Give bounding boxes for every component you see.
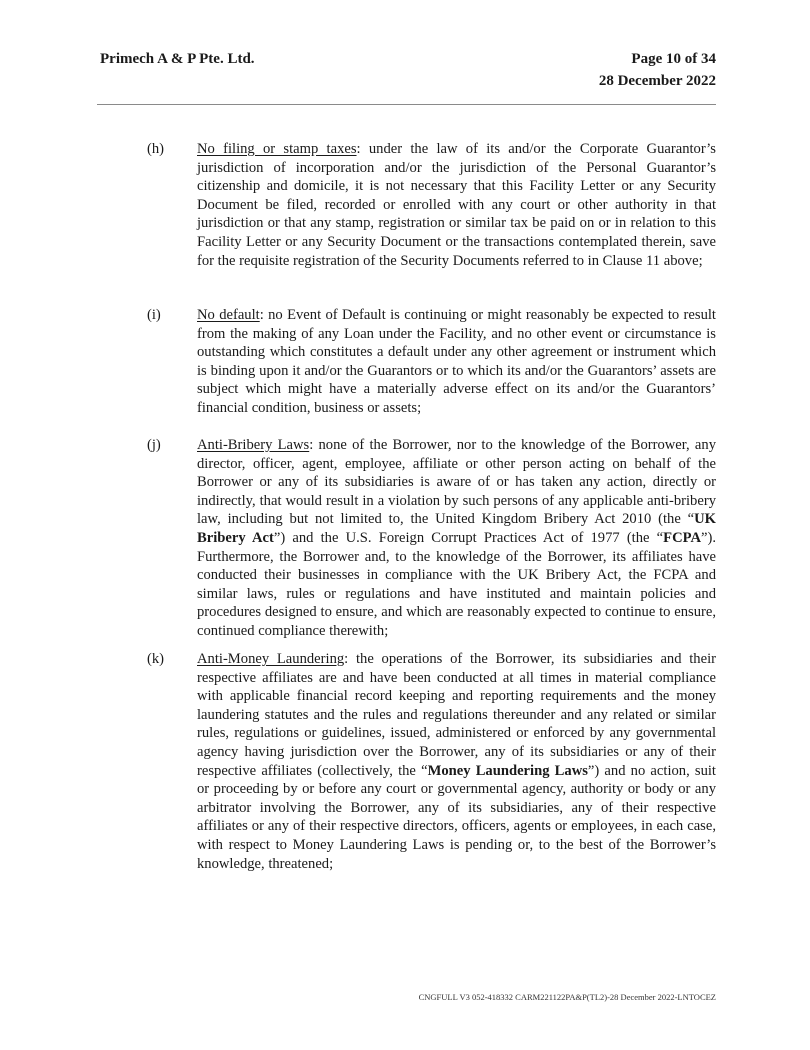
footer-reference: CNGFULL V3 052-418332 CARM221122PA&P(TL2)-28 December 2022-LNTOCEZ — [418, 992, 716, 1002]
clause-body — [197, 306, 716, 418]
defined-term: FCPA — [663, 529, 701, 546]
clause-text: ”) and the U.S. Foreign Corrupt Practices Act of 1977 (the “ — [273, 529, 664, 546]
clause-body — [197, 650, 716, 873]
clause-heading: Anti-Money Laundering — [197, 651, 345, 667]
clause-body — [197, 436, 716, 641]
clause-text: : under the law of its and/or the Corporate Guarantor’s jurisdiction of incorporation and/or the jurisdiction of the Personal Guarantor’s citizenship and domicile, it is not necessary that this Facility Letter or any Security Document be filed, recorded or enrolled with any court or other authority in that jurisdiction or that any stamp, registration or similar tax be paid on or in relation to this Facility Letter or any Security Document or the transactions contemplated therein, save for the requisite registration of the Security Documents referred to in Clause 11 above; — [197, 141, 716, 269]
clause-heading: No default — [197, 307, 260, 323]
clause-label: (h) — [147, 141, 165, 157]
defined-term: UK Bribery Act — [197, 511, 716, 546]
clause-label: (k) — [147, 651, 165, 667]
header-divider — [97, 104, 716, 105]
defined-term: Money Laundering Laws — [427, 762, 588, 779]
page-number: Page 10 of 34 — [631, 51, 716, 67]
clause-label: (j) — [147, 437, 161, 453]
clause-h — [147, 140, 716, 270]
clause-i — [147, 306, 716, 418]
clause-heading: Anti-Bribery Laws — [197, 437, 310, 453]
document-date: 28 December 2022 — [598, 73, 716, 89]
clause-text: : the operations of the Borrower, its subsidiaries and their respective affiliates are and have been conducted at all times in material compliance with applicable financial record keeping and reporting requirements and the money laundering statutes and the rules and regulations thereunder and any related or similar rules, regulations or guidelines, issued, administered or enforced by any governmental agency having jurisdiction over the Borrower, any of its subsidiaries or any of their respective affiliates (collectively, the “ — [197, 651, 716, 779]
company-name: Primech A & P Pte. Ltd. — [100, 51, 255, 67]
clause-body — [197, 140, 716, 270]
clause-label: (i) — [147, 307, 161, 323]
clause-text: ”) and no action, suit or proceeding by or before any court or governmental agency, authority or body or any arbitrator involving the Borrower, any of its subsidiaries, any of their respective affiliates or any of their respective directors, officers, agents or employees, in each case, with respect to Money Laundering Laws is pending or, to the best of the Borrower’s knowledge, threatened; — [197, 762, 716, 872]
clause-text: : no Event of Default is continuing or might reasonably be expected to result from the making of any Loan under the Facility, and no other event or circumstance is outstanding which constitutes a default under any other agreement or instrument which is binding upon it and/or the Guarantors or to which its and/or the Guarantors’ assets are subject which might have a materially adverse effect on its and/or the Guarantors’ financial condition, business or assets; — [197, 307, 716, 416]
clause-heading: No filing or stamp taxes — [197, 141, 357, 157]
clause-k — [147, 650, 716, 873]
clause-j — [147, 436, 716, 641]
clause-text: : none of the Borrower, nor to the knowledge of the Borrower, any director, officer, agent, employee, affiliate or other person acting on behalf of the Borrower or any of its subsidiaries is aware of or has taken any action, directly or indirectly, that would result in a violation by such persons of any applicable anti-bribery law, including but not limited to, the United Kingdom Bribery Act 2010 (the “ — [197, 437, 716, 528]
page-header-info — [599, 48, 716, 92]
clause-text: ”). Furthermore, the Borrower and, to the knowledge of the Borrower, its affiliates have conducted their businesses in compliance with the UK Bribery Act, the FCPA and similar laws, rules or regulations and have instituted and maintain policies and procedures designed to ensure, and which are reasonably expected to continue to ensure, continued compliance therewith; — [197, 529, 716, 639]
